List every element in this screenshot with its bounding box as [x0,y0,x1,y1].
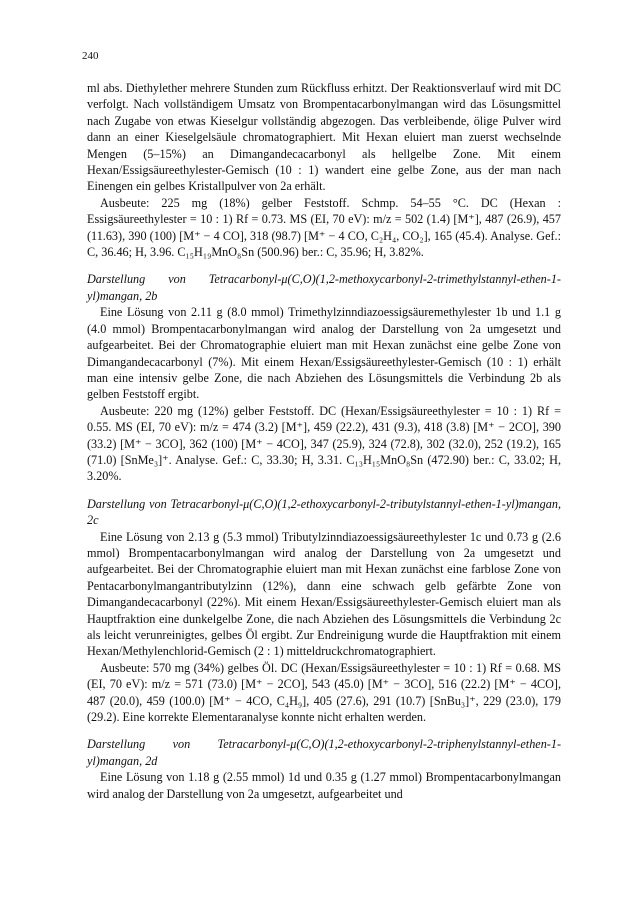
paragraph-procedure-2a: ml abs. Diethylether mehrere Stunden zum Rückfluss erhitzt. Der Reaktionsverlauf wird mit DC verfolgt. Nach vollständigem Umsatz von Brompentacarbonylmangan wird das Lösungsmittel nach Zugabe von etwas Kieselgur vollständig abgezogen. Das verbleibende, ölige Pulver wird dann an einer Kieselgelsäule chromatographiert. Mit Hexan eluiert man zuerst wechselnde Mengen (5–15%) an Dimangandecacarbonyl als hellgelbe Zone. Mit einem Hexan/Essigsäureethylester-Gemisch (10 : 1) wandert eine gelbe Zone, aus der man nach Einengen ein gelbes Kristallpulver von 2a erhält. [87,81,561,194]
heading-2c: Darstellung von Tetracarbonyl-μ(C,O)(1,2-ethoxycarbonyl-2-tributylstannyl-ethen-1-yl)mangan, 2c [87,496,561,528]
heading-2b: Darstellung von Tetracarbonyl-μ(C,O)(1,2-methoxycarbonyl-2-trimethylstannyl-ethen-1-yl)mangan, 2b [87,272,561,303]
paragraph-yield-2b: Ausbeute: 220 mg (12%) gelber Feststoff. DC (Hexan/Essigsäureethylester = 10 : 1) Rf = 0.55. MS (EI, 70 eV): m/z = 474 (3.2) [M⁺], 459 (22.2), 431 (9.3), 418 (3.8) [M⁺ − 2CO], 390 (33.2) [M⁺ − 3CO], 362 (100) [M⁺ − 4CO], 347 (25.9), 324 (72.8), 302 (32.0), 252 (19.2), 165 (71.0) [SnMe₃]⁺. Analyse. Gef.: C, 33.30; H, 3.31. C₁₃H₁₅MnO₈Sn (472.90) ber.: C, 33.02; H, 3.20%. [87,403,561,484]
heading-2d: Darstellung von Tetracarbonyl-μ(C,O)(1,2-ethoxycarbonyl-2-triphenylstannyl-ethen-1-yl)mangan, 2d [87,737,561,768]
paragraph-procedure-2d: Eine Lösung von 1.18 g (2.55 mmol) 1d und 0.35 g (1.27 mmol) Brompentacarbonylmangan wird analog der Darstellung von 2a umgesetzt, aufgearbeitet und [87,770,561,801]
paragraph-yield-2a: Ausbeute: 225 mg (18%) gelber Feststoff. Schmp. 54–55 °C. DC (Hexan : Essigsäureethylester = 10 : 1) Rf = 0.73. MS (EI, 70 eV): m/z = 502 (1.4) [M⁺], 487 (26.9), 457 (11.63), 390 (100) [M⁺ − 4 CO], 318 (98.7) [M⁺ − 4 CO, C₂H₄, CO₂], 165 (45.4). Analyse. Gef.: C, 36.46; H, 3.96. C₁₅H₁₉MnO₈Sn (500.96) ber.: C, 35.96; H, 3.82%. [87,195,561,260]
paragraph-yield-2c: Ausbeute: 570 mg (34%) gelbes Öl. DC (Hexan/Essigsäureethylester = 10 : 1) Rf = 0.68. MS (EI, 70 eV): m/z = 571 (73.0) [M⁺ − 2CO], 543 (45.0) [M⁺ − 3CO], 516 (22.2) [M⁺ − 4CO], 487 (20.0), 459 (100.0) [M⁺ − 4CO, C₄H₉], 405 (27.6), 291 (10.7) [SnBu₃]⁺, 229 (23.0), 179 (29.2). Eine korrekte Elementaranalyse konnte nicht erhalten werden. [87,660,561,725]
body-text [87,80,561,802]
paragraph-procedure-2c: Eine Lösung von 2.13 g (5.3 mmol) Tributylzinndiazoessigsäureethylester 1c und 0.73 g (2.6 mmol) Brompentacarbonylmangan wird analog der Darstellung von 2a umgesetzt und aufgearbeitet. Bei der Chromatographie eluiert man mit Hexan zunächst eine farblose Zone von Pentacarbonylmangantributylzinn (12%), dann eine schwach gelb gefärbte Zone von Dimangandecacarbonyl (22%). Mit einem Hexan/Essigsäureethylester-Gemisch eluiert man als Hauptfraktion eine dunkelgelbe Zone, die nach Abziehen des Lösungsmittels die Verbindung 2c als leicht verunreinigtes, gelbes Öl ergibt. Zur Endreinigung wurde die Hauptfraktion mit einem Hexan/Methylenchlorid-Gemisch (2 : 1) mitteldruckchromatographiert. [87,529,561,659]
paragraph-procedure-2b: Eine Lösung von 2.11 g (8.0 mmol) Trimethylzinndiazoessigsäuremethylester 1b und 1.1 g (4.0 mmol) Brompentacarbonylmangan wird analog der Darstellung von 2a umgesetzt und aufgearbeitet. Bei der Chromatographie eluiert man mit Hexan zunächst eine gelbe Zone von Dimangandecacarbonyl (7%). Mit einem Hexan/Essigsäureethylester-Gemisch (10 : 1) erhält man eine intensiv gelbe Zone, die nach Abziehen des Lösungsmittels die Verbindung 2b als gelben Feststoff ergibt. [87,305,561,402]
page-number: 240 [82,50,99,62]
